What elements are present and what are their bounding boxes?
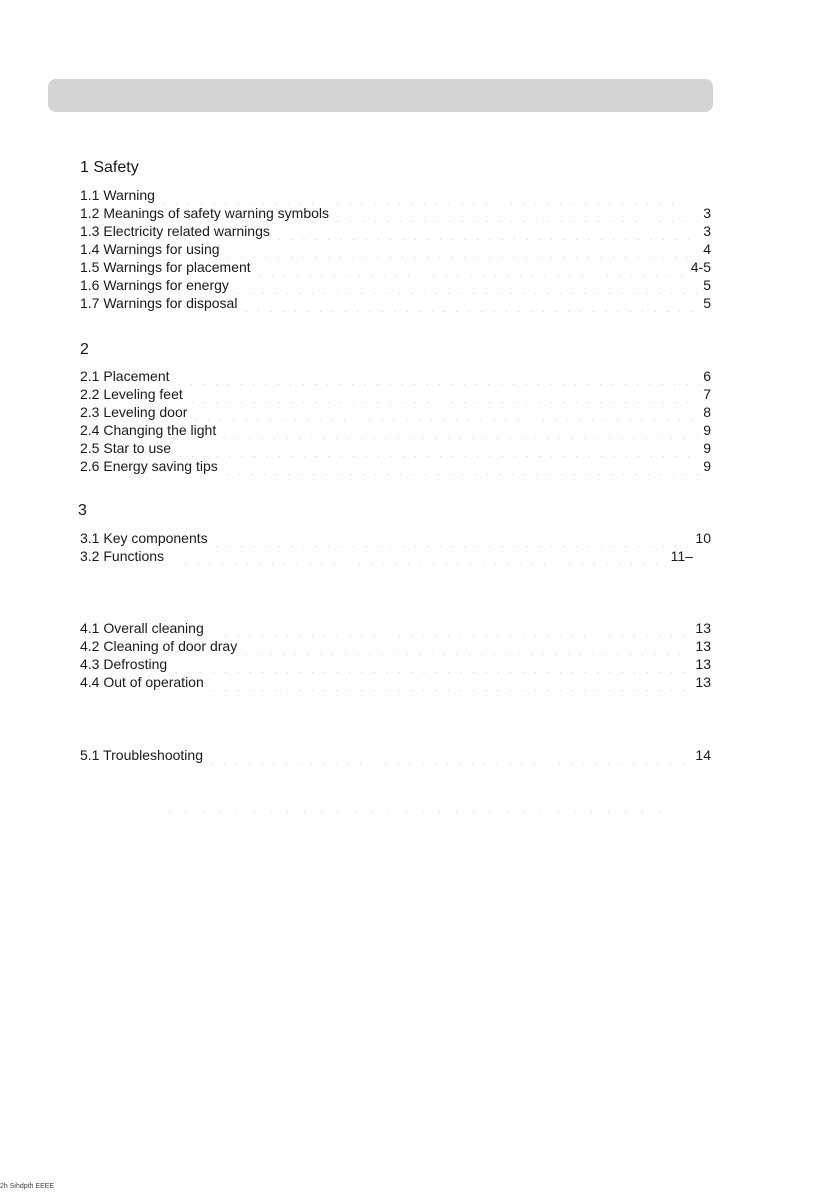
- toc-entry-page: 5: [703, 277, 711, 293]
- toc-entry-page: 11–: [670, 548, 693, 564]
- dot-leader: [207, 673, 693, 691]
- toc-entry-label: 2.6 Energy saving tips: [80, 458, 218, 474]
- toc-entry-page: 13: [695, 638, 711, 654]
- toc-entry-label: 1.7 Warnings for disposal: [80, 295, 238, 311]
- dot-leader: [273, 222, 700, 240]
- dot-leader: [161, 794, 669, 812]
- toc-entry-page: 14: [695, 747, 711, 763]
- dot-leader: [158, 186, 683, 204]
- toc-entry-label: 1.4 Warnings for using: [80, 241, 220, 257]
- toc-entry-page: 3: [703, 223, 711, 239]
- dot-leader: [167, 547, 668, 565]
- dot-leader: [190, 403, 700, 421]
- dot-leader: [254, 258, 688, 276]
- toc-entry-page: 3: [703, 205, 711, 221]
- dot-leader: [207, 619, 693, 637]
- dot-leader: [232, 276, 700, 294]
- toc-entry-page: 13: [695, 674, 711, 690]
- toc-entry-label: 4.2 Cleaning of door dray: [80, 638, 238, 654]
- toc-entry-label: 2.3 Leveling door: [80, 404, 188, 420]
- toc-entry-label: 1.6 Warnings for energy: [80, 277, 229, 293]
- dot-leader: [186, 385, 700, 403]
- toc-entry-label: 1.5 Warnings for placement: [80, 259, 251, 275]
- toc-entry-label: 3.2 Functions: [80, 548, 165, 564]
- toc-entry-label: 1.1 Warning: [80, 187, 155, 203]
- toc-entry[interactable]: [80, 529, 711, 547]
- toc-entry-page: 8: [703, 404, 711, 420]
- toc-entry-label: 2.4 Changing the light: [80, 422, 217, 438]
- toc-entry[interactable]: [80, 403, 711, 421]
- toc-entry-page: 9: [703, 440, 711, 456]
- toc-entry-page: 7: [703, 386, 711, 402]
- toc-entry-label: 4.3 Defrosting: [80, 656, 168, 672]
- toc-entry-page: 4-5: [690, 259, 711, 275]
- toc-entry[interactable]: [80, 655, 711, 673]
- toc-entry[interactable]: [80, 294, 711, 312]
- toc-entry-label: 2.5 Star to use: [80, 440, 172, 456]
- toc-entry[interactable]: [80, 276, 711, 294]
- toc-entry-label: 1.3 Electricity related warnings: [80, 223, 270, 239]
- toc-entry[interactable]: [80, 258, 711, 276]
- toc-entry[interactable]: [80, 547, 693, 565]
- toc-entry[interactable]: [80, 367, 711, 385]
- toc-entry-label: 2.1 Placement: [80, 368, 170, 384]
- toc-entry-page: 10: [695, 530, 711, 546]
- toc-entry-page: 5: [703, 295, 711, 311]
- dot-leader: [170, 655, 692, 673]
- dot-leader: [206, 746, 692, 764]
- toc-entry[interactable]: [80, 673, 711, 691]
- toc-entry-label: 1.2 Meanings of safety warning symbols: [80, 205, 330, 221]
- dot-leader: [173, 367, 701, 385]
- toc-entry[interactable]: [80, 204, 711, 222]
- dot-leader: [240, 294, 700, 312]
- toc-entry[interactable]: [80, 746, 711, 764]
- toc-entry-label: 4.1 Overall cleaning: [80, 620, 204, 636]
- toc-entry-label: 5.1 Troubleshooting: [80, 747, 203, 763]
- dot-leader: [219, 421, 700, 439]
- toc-entry[interactable]: [80, 421, 711, 439]
- dot-leader: [211, 529, 693, 547]
- toc-entry-page: 13: [695, 620, 711, 636]
- dot-leader: [240, 637, 692, 655]
- toc-entry-page: 9: [703, 422, 711, 438]
- toc-entry[interactable]: [80, 637, 711, 655]
- toc-entry[interactable]: [80, 385, 711, 403]
- dot-leader: [223, 240, 700, 258]
- toc-entry[interactable]: [80, 186, 711, 204]
- dot-leader: [174, 439, 700, 457]
- dot-leader: [332, 204, 700, 222]
- section-title-3: 3: [78, 502, 87, 519]
- toc-entry-label: 3.1 Key components: [80, 530, 208, 546]
- footer-text: 2h Sihdpth EEEE: [0, 1183, 55, 1190]
- header-bar: [48, 79, 713, 112]
- section-title-1: 1 Safety: [80, 159, 139, 176]
- toc-entry-page: 4: [703, 241, 711, 257]
- toc-entry[interactable]: [80, 222, 711, 240]
- toc-entry[interactable]: [80, 240, 711, 258]
- toc-entry[interactable]: [80, 457, 711, 475]
- toc-entry-page: 9: [703, 458, 711, 474]
- section-title-2: 2: [80, 341, 89, 358]
- toc-entry[interactable]: [80, 439, 711, 457]
- toc-entry-label: 4.4 Out of operation: [80, 674, 204, 690]
- toc-entry-page: 13: [695, 656, 711, 672]
- toc-entry[interactable]: [80, 619, 711, 637]
- toc-entry-page: 6: [703, 368, 711, 384]
- dot-leader: [221, 457, 700, 475]
- toc-entry-label: 2.2 Leveling feet: [80, 386, 183, 402]
